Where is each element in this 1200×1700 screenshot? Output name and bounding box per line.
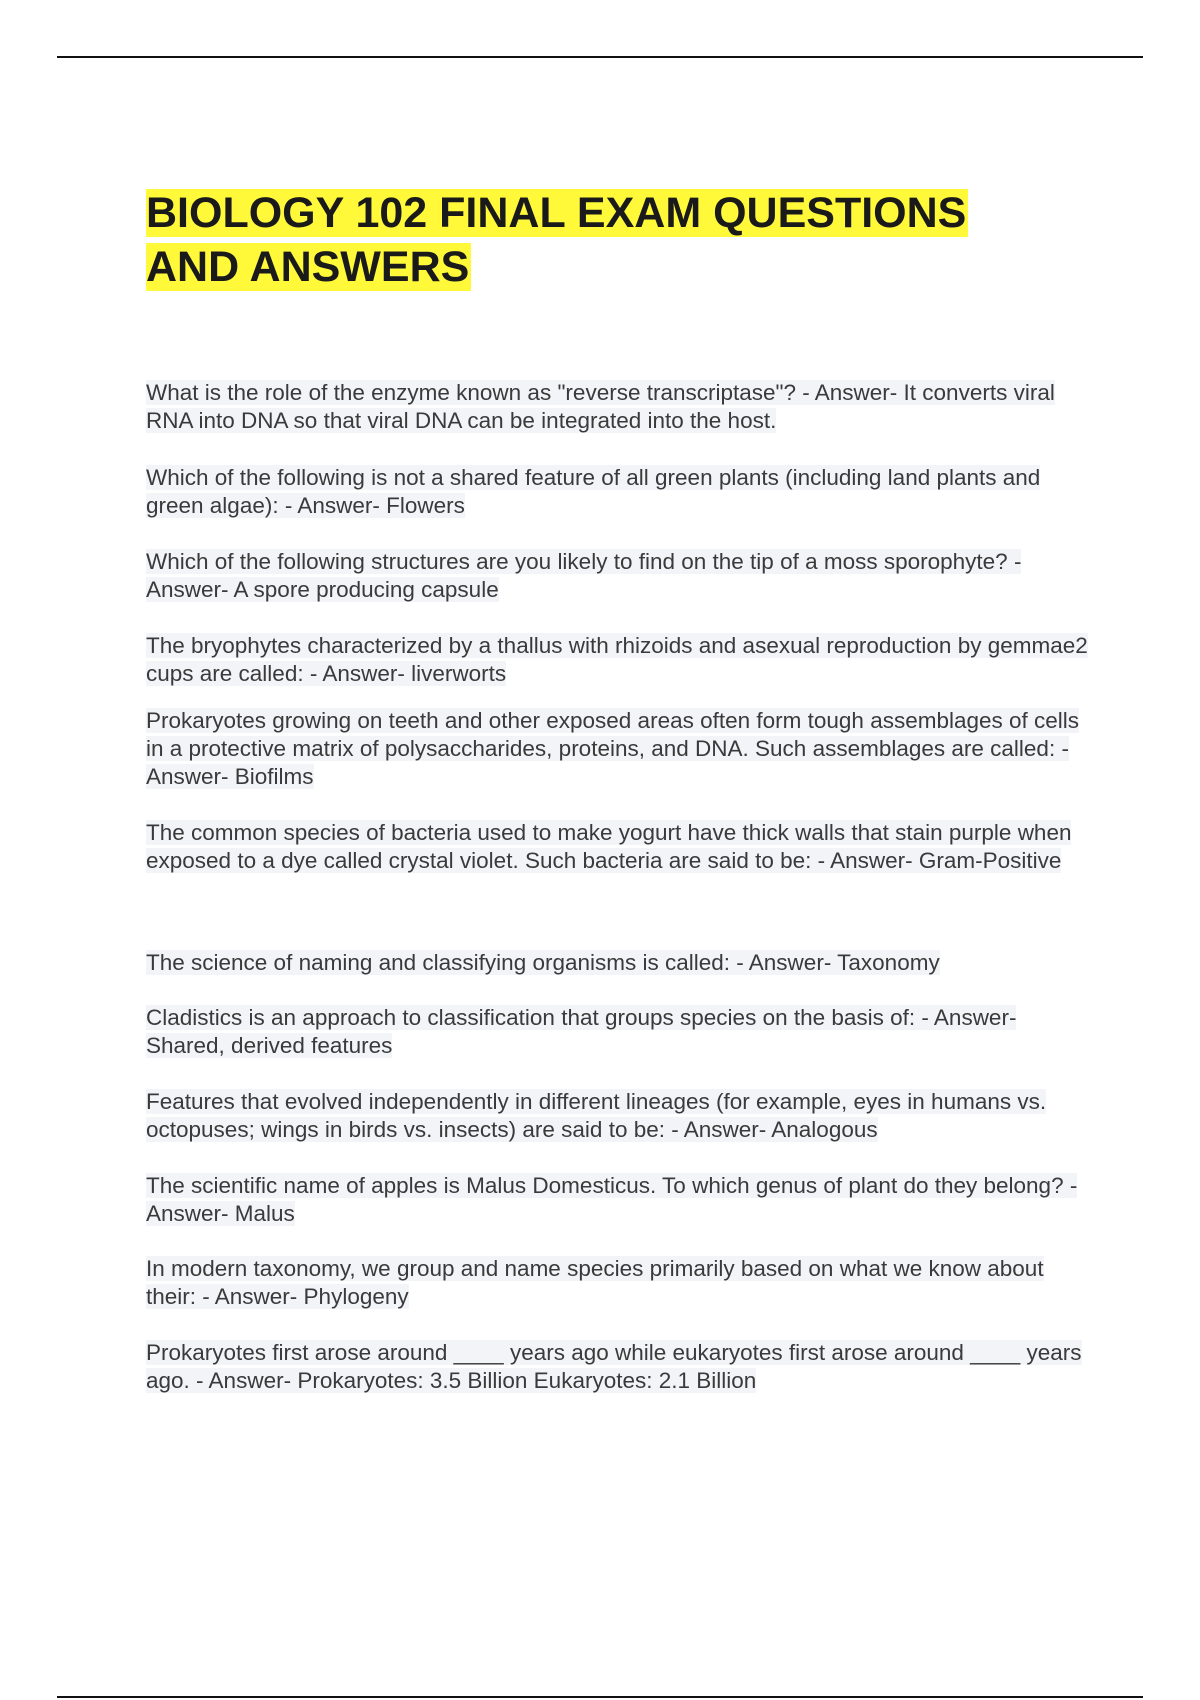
qa-text: Which of the following structures are you likely to find on the tip of a moss sporophyte? - Answer- A spore producing capsule: [146, 549, 1022, 602]
qa-item: [146, 1004, 1096, 1060]
qa-item: [146, 1172, 1096, 1228]
qa-text: Cladistics is an approach to classification that groups species on the basis of: - Answer- Shared, derived features: [146, 1005, 1017, 1058]
qa-text: Prokaryotes first arose around ____ years ago while eukaryotes first arose around ____ years ago. - Answer- Prokaryotes: 3.5 Billion Eukaryotes: 2.1 Billion: [146, 1340, 1082, 1393]
qa-item: [146, 464, 1096, 520]
qa-item: [146, 949, 1096, 977]
qa-text: Which of the following is not a shared feature of all green plants (including land plants and green algae): - Answer- Flowers: [146, 465, 1041, 518]
qa-item: [146, 1339, 1096, 1395]
qa-text: Features that evolved independently in different lineages (for example, eyes in humans vs. octopuses; wings in birds vs. insects) are said to be: - Answer- Analogous: [146, 1089, 1047, 1142]
bottom-rule: [57, 1696, 1143, 1698]
qa-text: The science of naming and classifying organisms is called: - Answer- Taxonomy: [146, 950, 940, 975]
qa-text: Prokaryotes growing on teeth and other exposed areas often form tough assemblages of cells in a protective matrix of polysaccharides, proteins, and DNA. Such assemblages are called: - Answer- Biofilms: [146, 708, 1080, 789]
qa-item: [146, 707, 1096, 791]
qa-item: [146, 1255, 1096, 1311]
document-title: [146, 186, 1046, 294]
qa-item: [146, 379, 1096, 435]
qa-item: [146, 548, 1096, 604]
qa-item: [146, 819, 1096, 875]
qa-text: The scientific name of apples is Malus Domesticus. To which genus of plant do they belong? - Answer- Malus: [146, 1173, 1078, 1226]
qa-text: In modern taxonomy, we group and name species primarily based on what we know about their: - Answer- Phylogeny: [146, 1256, 1044, 1309]
title-highlight: BIOLOGY 102 FINAL EXAM QUESTIONS AND ANSWERS: [146, 189, 967, 291]
qa-item: [146, 632, 1096, 688]
qa-text: The bryophytes characterized by a thallus with rhizoids and asexual reproduction by gemmae2 cups are called: - Answer- liverworts: [146, 633, 1088, 686]
top-rule: [57, 56, 1143, 58]
qa-text: What is the role of the enzyme known as "reverse transcriptase"? - Answer- It converts viral RNA into DNA so that viral DNA can be integrated into the host.: [146, 380, 1055, 433]
qa-item: [146, 1088, 1096, 1144]
qa-text: The common species of bacteria used to make yogurt have thick walls that stain purple when exposed to a dye called crystal violet. Such bacteria are said to be: - Answer- Gram-Positive: [146, 820, 1072, 873]
